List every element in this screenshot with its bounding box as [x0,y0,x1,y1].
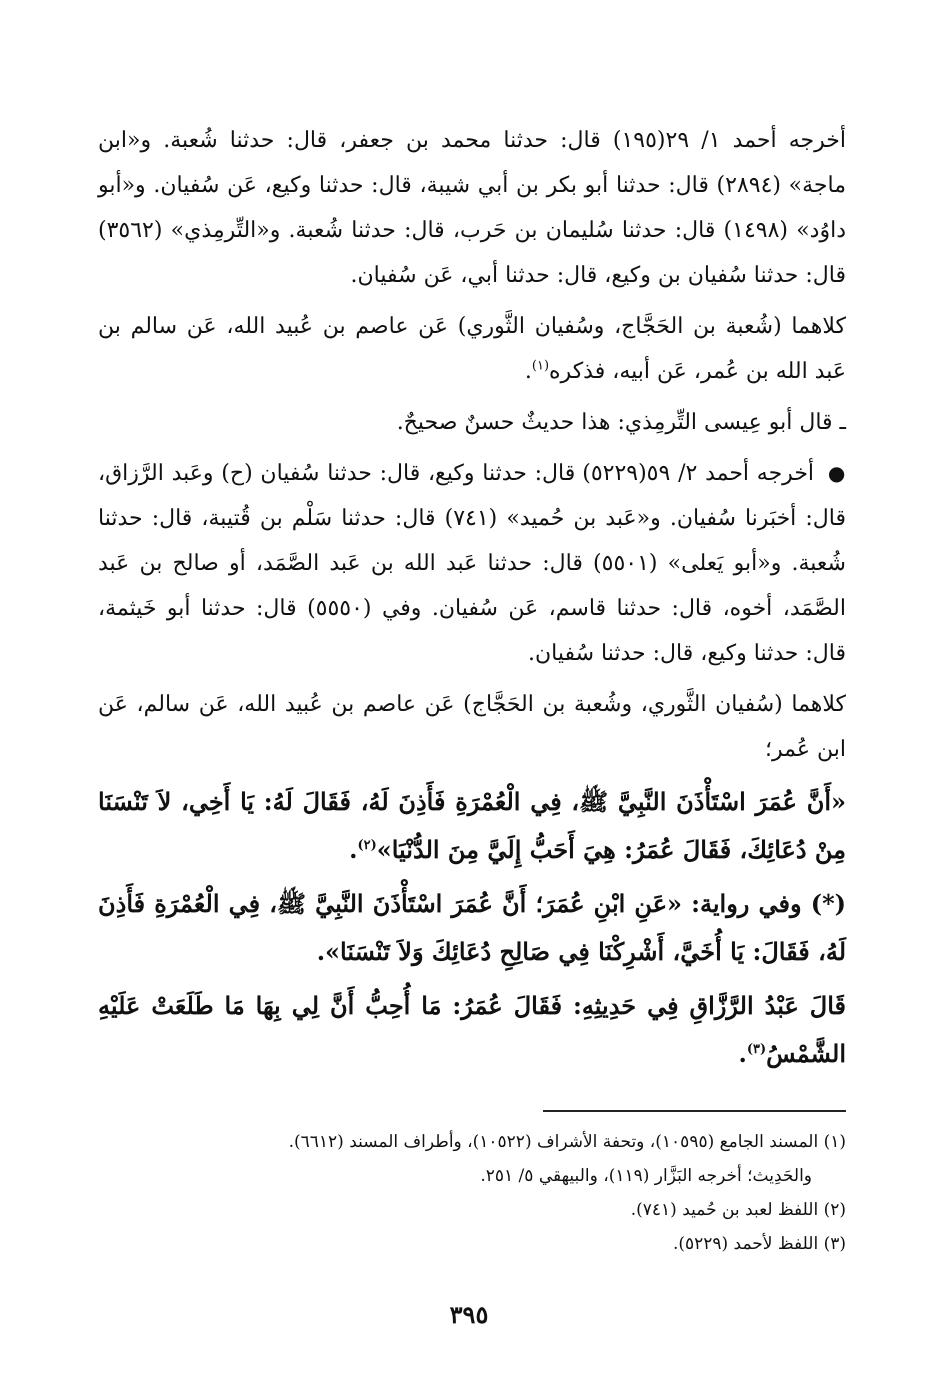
bullet-icon: ● [827,461,847,485]
paragraph-3 [98,400,846,445]
footnote-2: (٢) اللفظ لعبد بن حُميد (٧٤١). [630,1200,846,1220]
abd-al-razzaq-text: قَالَ عَبْدُ الرَّزَّاقِ فِي حَدِيثِهِ: فَقَالَ عُمَرُ: مَا أُحِبُّ أَنَّ لِي بِهَا مَا طَلَعَتْ عَلَيْهِ الشَّمْسُ [98,991,846,1068]
paragraph-4-text: أخرجه أحمد ٢/ ٥٩(٥٢٢٩) قال: حدثنا وكيع، قال: حدثنا سُفيان (ح) وعَبد الرَّزاق، قال: أخبَرنا سُفيان. و«عَبد بن حُميد» (٧٤١) قال: حدثنا سَلْم بن قُتيبة، قال: حدثنا شُعبة. و«أبو يَعلى» (٥٥٠١) قال: حدثنا عَبد الله بن عَبد الصَّمَد، أو صالح بن عَبد الصَّمَد، أخوه، قال: حدثنا قاسم، عَن سُفيان. وفي (٥٥٥٠) قال: حدثنا أبو خَيثمة، قال: حدثنا وكيع، قال: حدثنا سُفيان. [98,461,846,666]
paragraph-1 [98,118,846,298]
footnote-ref-3[interactable]: (٣) [746,1042,767,1057]
abd-al-razzaq-statement [98,982,846,1078]
footnote-3: (٣) اللفظ لأحمد (٥٢٢٩). [672,1234,846,1254]
variant-narration-text: (*) وفي رواية: «عَنِ ابْنِ عُمَرَ؛ أَنَّ عُمَرَ اسْتَأْذَنَ النَّبِيَّ ﷺ، فِي الْعُمْرَةِ فَأَذِنَ لَهُ، فَقَالَ: يَا أُخَيَّ، أَشْرِكْنَا فِي صَالِحِ دُعَائِكَ وَلاَ تَنْسَنَا». [98,889,846,966]
paragraph-5 [98,682,846,772]
footnote-divider [543,1110,846,1112]
hadith-end: . [349,835,358,864]
main-text [98,118,846,1084]
paragraph-3-text: ـ قال أبو عِيسى التِّرمِذي: هذا حديثٌ حسنٌ صحيحٌ. [396,410,846,435]
paragraph-2-text: كلاهما (شُعبة بن الحَجَّاج، وسُفيان الثَّوري) عَن عاصم بن عُبيد الله، عَن سالم بن عَبد الله بن عُمر، عَن أبيه، فذكره [98,314,846,384]
footnote-1-continuation: والحَدِيث؛ أخرجه البَزَّار (١١٩)، والبيهقي ٥/ ٢٥١. [480,1166,812,1186]
paragraph-4 [98,451,846,676]
footnote-ref-2[interactable]: (٢) [357,838,377,853]
paragraph-2 [98,304,846,394]
page-number: ٣٩٥ [449,1300,489,1329]
footnote-ref-1[interactable]: (١) [531,358,550,374]
footnote-1: (١) المسند الجامع (١٠٥٩٥)، وتحفة الأشراف (١٠٥٢٢)، وأطراف المسند (٦٦١٢). [288,1132,846,1152]
paragraph-5-text: كلاهما (سُفيان الثَّوري، وشُعبة بن الحَجَّاج) عَن عاصم بن عُبيد الله، عَن سالم، عَن ابن عُمر؛ [98,692,846,762]
variant-narration [98,880,846,976]
hadith-quote: «أَنَّ عُمَرَ اسْتَأْذَنَ النَّبِيَّ ﷺ، فِي الْعُمْرَةِ فَأَذِنَ لَهُ، فَقَالَ لَهُ: يَا أَخِي، لاَ تَنْسَنَا مِنْ دُعَائِكَ، فَقَالَ عُمَرُ: هِيَ أَحَبُّ إِلَيَّ مِنَ الدُّنْيَا» [98,787,846,864]
abd-al-razzaq-end: . [738,1039,747,1068]
hadith-text [98,778,846,874]
paragraph-2-end: . [524,359,532,384]
footnotes [98,1125,846,1261]
paragraph-1-text: أخرجه أحمد ١/ ٢٩(١٩٥) قال: حدثنا محمد بن جعفر، قال: حدثنا شُعبة. و«ابن ماجة» (٢٨٩٤) قال: حدثنا أبو بكر بن أبي شيبة، قال: حدثنا وكيع، عَن سُفيان. و«أبو داوُد» (١٤٩٨) قال: حدثنا سُليمان بن حَرب، قال: حدثنا شُعبة. و«التِّرمِذي» (٣٥٦٢) قال: حدثنا سُفيان بن وكيع، قال: حدثنا أبي، عَن سُفيان. [98,128,846,288]
